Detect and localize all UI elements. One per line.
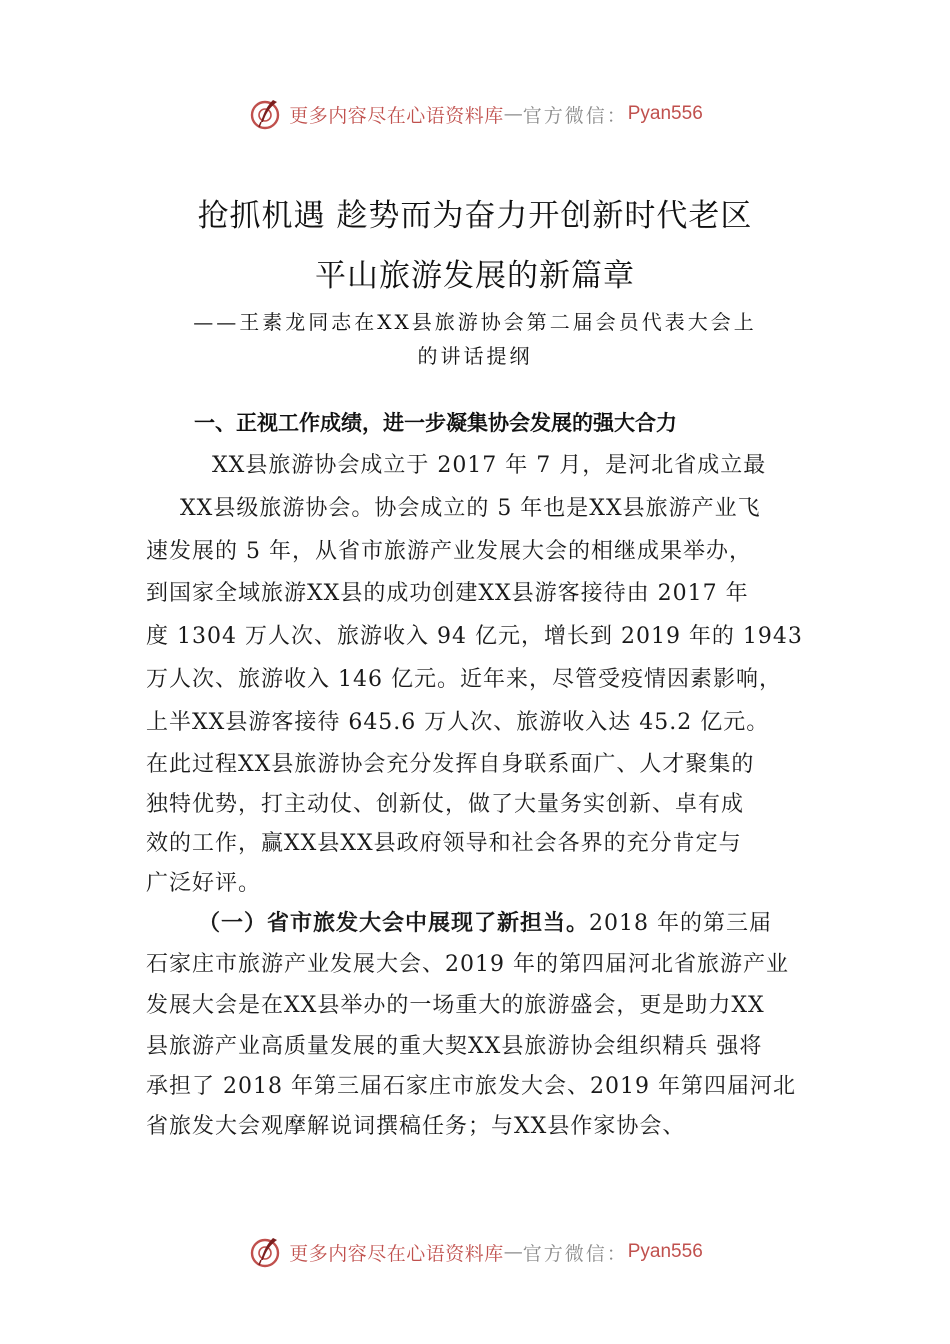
page-title-line-1: 抢抓机遇 趁势而为奋力开创新时代老区 bbox=[197, 198, 753, 234]
body-line: XX县旅游协会成立于 2017 年 7 月，是河北省成立最 bbox=[212, 453, 767, 478]
body-line: 万人次、旅游收入 146 亿元。近年来，尽管受疫情因素影响， bbox=[146, 667, 782, 692]
banner-wechat-id: Pyan556 bbox=[627, 1241, 703, 1262]
subsection-first-line bbox=[198, 909, 888, 939]
banner-wechat-label: 官方微信： bbox=[522, 1242, 628, 1265]
section-heading: 一、正视工作成绩，进一步凝集协会发展的强大合力 bbox=[194, 411, 677, 435]
body-line: 广泛好评。 bbox=[146, 871, 262, 896]
quill-logo-icon bbox=[247, 96, 283, 132]
quill-logo-icon bbox=[247, 1234, 283, 1270]
header-banner bbox=[0, 94, 950, 134]
body-line: 上半XX县游客接待 645.6 万人次、旅游收入达 45.2 亿元。 bbox=[146, 710, 770, 735]
body-line: 度 1304 万人次、旅游收入 94 亿元，增长到 2019 年的 1943 bbox=[146, 624, 803, 649]
banner-wechat-label: 官方微信： bbox=[522, 104, 628, 127]
body-line: 承担了 2018 年第三届石家庄市旅发大会、2019 年第四届河北 bbox=[146, 1074, 796, 1099]
body-line: XX县级旅游协会。协会成立的 5 年也是XX县旅游产业飞 bbox=[180, 496, 761, 521]
subsection-lead: （一）省市旅发大会中展现了新担当。 bbox=[198, 911, 590, 936]
footer-banner bbox=[0, 1232, 950, 1272]
page-title-line-2: 平山旅游发展的新篇章 bbox=[315, 258, 635, 294]
subtitle-line-2: 的讲话提纲 bbox=[417, 344, 533, 368]
body-line: 到国家全域旅游XX县的成功创建XX县游客接待由 2017 年 bbox=[146, 581, 749, 606]
body-line: 在此过程XX县旅游协会充分发挥自身联系面广、人才聚集的 bbox=[146, 752, 755, 777]
body-line: 效的工作，赢XX县XX县政府领导和社会各界的充分肯定与 bbox=[146, 831, 742, 856]
banner-text: 更多内容尽在心语资料库 bbox=[289, 1242, 504, 1265]
banner-text: 更多内容尽在心语资料库 bbox=[289, 104, 504, 127]
subsection-first-rest: 2018 年的第三届 bbox=[589, 911, 772, 936]
subtitle-line-1: ——王素龙同志在XX县旅游协会第二届会员代表大会上 bbox=[193, 310, 757, 334]
banner-separator: — bbox=[503, 103, 523, 125]
body-line: 速发展的 5 年，从省市旅游产业发展大会的相继成果举办， bbox=[146, 539, 752, 564]
banner-wechat-id: Pyan556 bbox=[627, 103, 703, 124]
body-line: 独特优势，打主动仗、创新仗，做了大量务实创新、卓有成 bbox=[146, 792, 745, 817]
body-line: 省旅发大会观摩解说词撰稿任务；与XX县作家协会、 bbox=[146, 1114, 686, 1139]
body-line: 石家庄市旅游产业发展大会、2019 年的第四届河北省旅游产业 bbox=[146, 952, 789, 977]
body-line: 县旅游产业高质量发展的重大契XX县旅游协会组织精兵 强将 bbox=[146, 1034, 763, 1059]
banner-separator: — bbox=[503, 1241, 523, 1263]
body-line: 发展大会是在XX县举办的一场重大的旅游盛会，更是助力XX bbox=[146, 993, 765, 1018]
